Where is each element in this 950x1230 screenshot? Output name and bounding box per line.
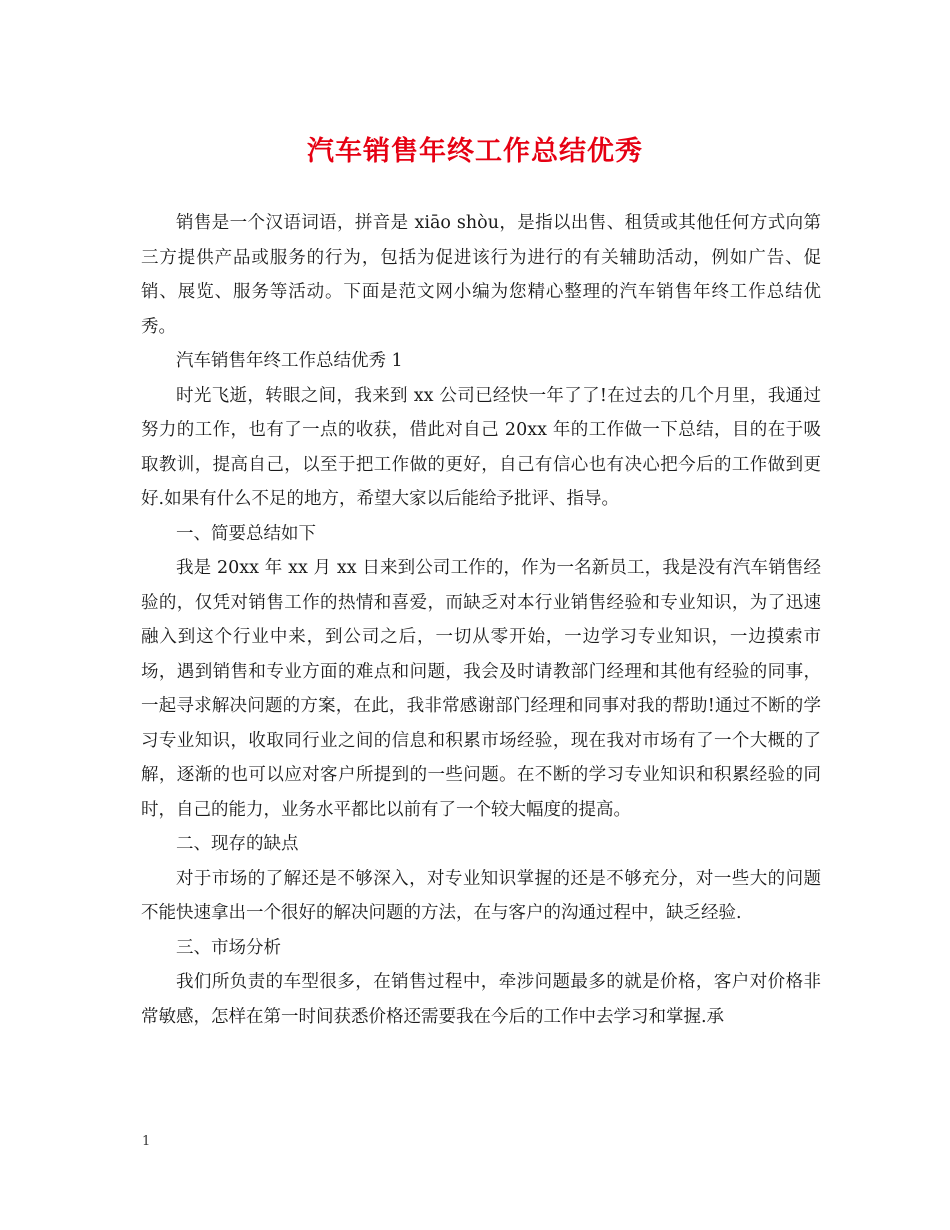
section-heading: 二、现存的缺点 [176,834,299,854]
body-paragraph: 时光飞逝，转眼之间，我来到 xx 公司已经快一年了了!在过去的几个月里，我通过努力的工作，也有了一点的收获，借此对自己 20xx 年的工作做一下总结，目的在于吸取教训，提高自己，以至于把工作做的更好，自己有信心也有决心把今后的工作做到更好.如果有什么不足的地方，希望大家以后能给予批评、指导。 [141,385,821,509]
body-paragraph: 我是 20xx 年 xx 月 xx 日来到公司工作的，作为一名新员工，我是没有汽车销售经验的，仅凭对销售工作的热情和喜爱，而缺乏对本行业销售经验和专业知识，为了迅速融入到这个行业中来，到公司之后，一切从零开始，一边学习专业知识，一边摸索市场，遇到销售和专业方面的难点和问题，我会及时请教部门经理和其他有经验的同事，一起寻求解决问题的方案，在此，我非常感谢部门经理和同事对我的帮助!通过不断的学习专业知识，收取同行业之间的信息和积累市场经验，现在我对市场有了一个大概的了解，逐渐的也可以应对客户所提到的一些问题。在不断的学习专业知识和积累经验的同时，自己的能力，业务水平都比以前有了一个较大幅度的提高。 [141,558,821,820]
section-heading: 一、简要总结如下 [176,523,316,544]
body-paragraph: 我们所负责的车型很多，在销售过程中，牵涉问题最多的就是价格，客户对价格非常敏感，怎样在第一时间获悉价格还需要我在今后的工作中去学习和掌握.承 [141,972,821,1027]
section-heading: 汽车销售年终工作总结优秀 1 [176,351,403,371]
section-heading: 三、市场分析 [176,937,281,958]
document-body [141,206,821,1034]
page-number: 1 [142,1134,151,1149]
body-paragraph: 对于市场的了解还是不够深入，对专业知识掌握的还是不够充分，对一些大的问题不能快速拿出一个很好的解决问题的方法，在与客户的沟通过程中，缺乏经验. [141,868,821,923]
intro-paragraph: 销售是一个汉语词语，拼音是 xiāo shòu，是指以出售、租赁或其他任何方式向第三方提供产品或服务的行为，包括为促进该行为进行的有关辅助活动，例如广告、促销、展览、服务等活动。下面是范文网小编为您精心整理的汽车销售年终工作总结优秀。 [141,213,821,337]
document-title: 汽车销售年终工作总结优秀 [307,136,643,167]
